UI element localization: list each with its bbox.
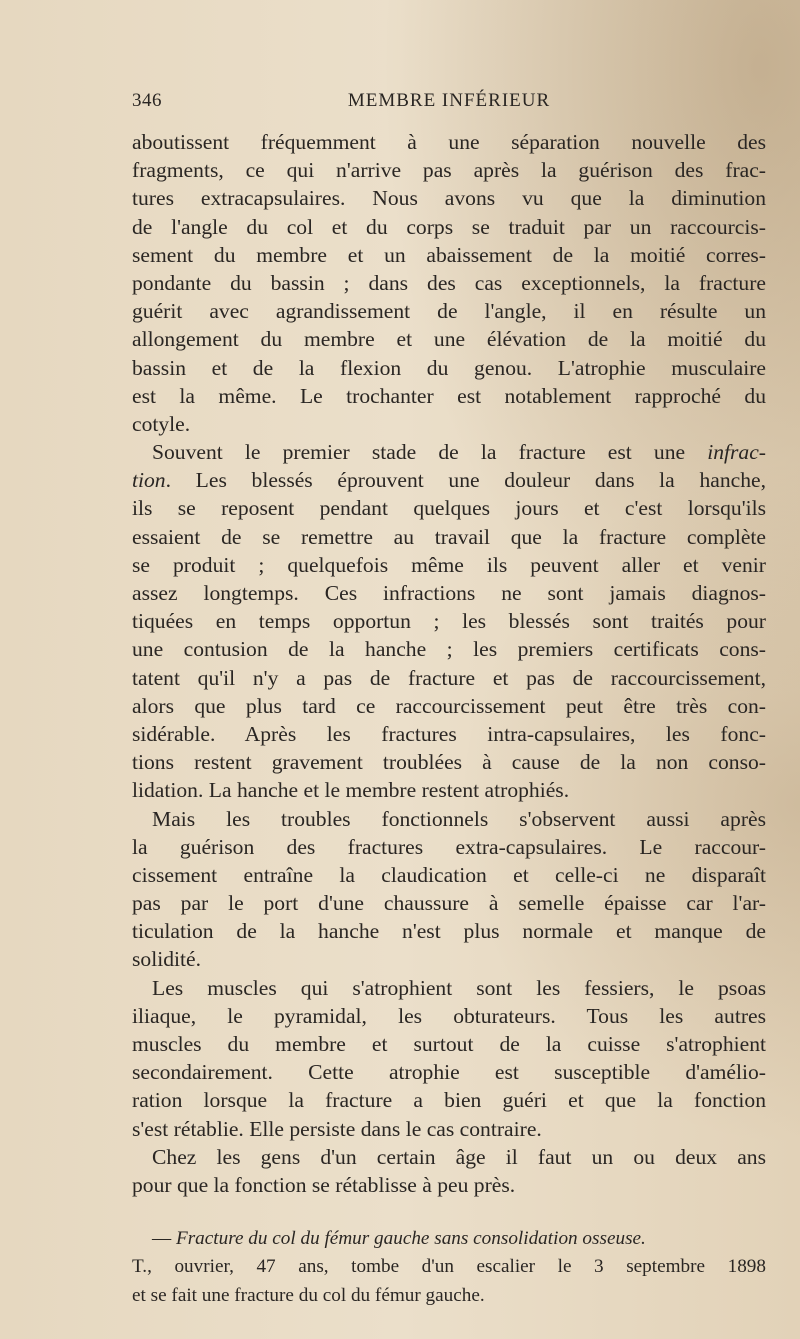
text-line: s'est rétablie. Elle persiste dans le cas contraire.: [132, 1116, 542, 1141]
text-line: cissement entraîne la claudication et celle-ci ne disparaît: [132, 862, 766, 887]
section-gap: [132, 1199, 766, 1225]
text-line: cotyle.: [132, 411, 191, 436]
paragraph: [132, 438, 766, 804]
text-line: ration lorsque la fracture a bien guéri et que la fonction: [132, 1088, 766, 1113]
text-line: tion. Les blessés éprouvent une douleur dans la hanche,: [132, 468, 766, 493]
text-line: secondairement. Cette atrophie est susceptible d'amélio-: [132, 1060, 766, 1085]
case-report: [132, 1225, 766, 1310]
text-line: ticulation de la hanche n'est plus normale et manque de: [132, 919, 766, 944]
text-line: Chez les gens d'un certain âge il faut un ou deux ans: [152, 1144, 766, 1169]
body-text: [132, 128, 766, 1310]
text-line: allongement du membre et une élévation de la moitié du: [132, 327, 766, 352]
case-title: Fracture du col du fémur gauche sans consolidation osseuse.: [175, 1228, 646, 1250]
text-line: sidérable. Après les fractures intra-capsulaires, les fonc-: [132, 721, 766, 746]
text-line: solidité.: [132, 947, 201, 972]
case-line: T., ouvrier, 47 ans, tombe d'un escalier le 3 septembre 1898: [132, 1256, 766, 1278]
text-line: lidation. La hanche et le membre restent atrophiés.: [132, 778, 570, 803]
text-line: une contusion de la hanche ; les premiers certificats cons-: [132, 637, 766, 662]
case-line: et se fait une fracture du col du fémur gauche.: [132, 1284, 485, 1306]
text-line: pour que la fonction se rétablisse à peu près.: [132, 1172, 516, 1197]
text-line: se produit ; quelquefois même ils peuvent aller et venir: [132, 552, 766, 577]
case-heading: [132, 1225, 766, 1253]
text-line: tures extracapsulaires. Nous avons vu que la diminution: [132, 186, 766, 211]
page-number: 346: [132, 90, 162, 111]
text-line: Les muscles qui s'atrophient sont les fessiers, le psoas: [152, 975, 766, 1000]
text-line: guérit avec agrandissement de l'angle, il en résulte un: [132, 299, 766, 324]
text-line: sement du membre et un abaissement de la moitié corres-: [132, 242, 766, 267]
text-line: tions restent gravement troublées à cause de la non conso-: [132, 750, 766, 775]
text-line: est la même. Le trochanter est notablement rapproché du: [132, 383, 766, 408]
paragraph: [132, 974, 766, 1143]
text-line: pas par le port d'une chaussure à semelle épaisse car l'ar-: [132, 891, 766, 916]
running-title: MEMBRE INFÉRIEUR: [347, 90, 551, 111]
case-dash: —: [152, 1228, 172, 1250]
text-line: essaient de se remettre au travail que la fracture complète: [132, 524, 766, 549]
text-line: assez longtemps. Ces infractions ne sont jamais diagnos-: [132, 581, 766, 605]
paragraph: [132, 128, 766, 438]
text-line: la guérison des fractures extra-capsulaires. Le raccour-: [132, 834, 766, 859]
text-line: alors que plus tard ce raccourcissement peut être très con-: [132, 693, 766, 718]
running-head: [132, 90, 766, 114]
text-line: pondante du bassin ; dans des cas exceptionnels, la fracture: [132, 270, 766, 295]
text-line: fragments, ce qui n'arrive pas après la guérison des frac-: [132, 158, 766, 183]
text-line: Mais les troubles fonctionnels s'observent aussi après: [152, 806, 766, 831]
text-line: tatent qu'il n'y a pas de fracture et pas de raccourcissement,: [132, 665, 766, 690]
text-line: tiquées en temps opportun ; les blessés sont traités pour: [132, 609, 766, 634]
text-line: bassin et de la flexion du genou. L'atrophie musculaire: [132, 355, 766, 380]
paragraph: [132, 1143, 766, 1199]
text-line: Souvent le premier stade de la fracture est une infrac-: [152, 440, 766, 465]
text-line: aboutissent fréquemment à une séparation nouvelle des: [132, 130, 766, 154]
text-line: muscles du membre et surtout de la cuisse s'atrophient: [132, 1032, 766, 1056]
paragraph: [132, 805, 766, 974]
text-line: iliaque, le pyramidal, les obturateurs. Tous les autres: [132, 1003, 766, 1028]
text-line: ils se reposent pendant quelques jours et c'est lorsqu'ils: [132, 496, 766, 521]
text-line: de l'angle du col et du corps se traduit par un raccourcis-: [132, 214, 766, 239]
